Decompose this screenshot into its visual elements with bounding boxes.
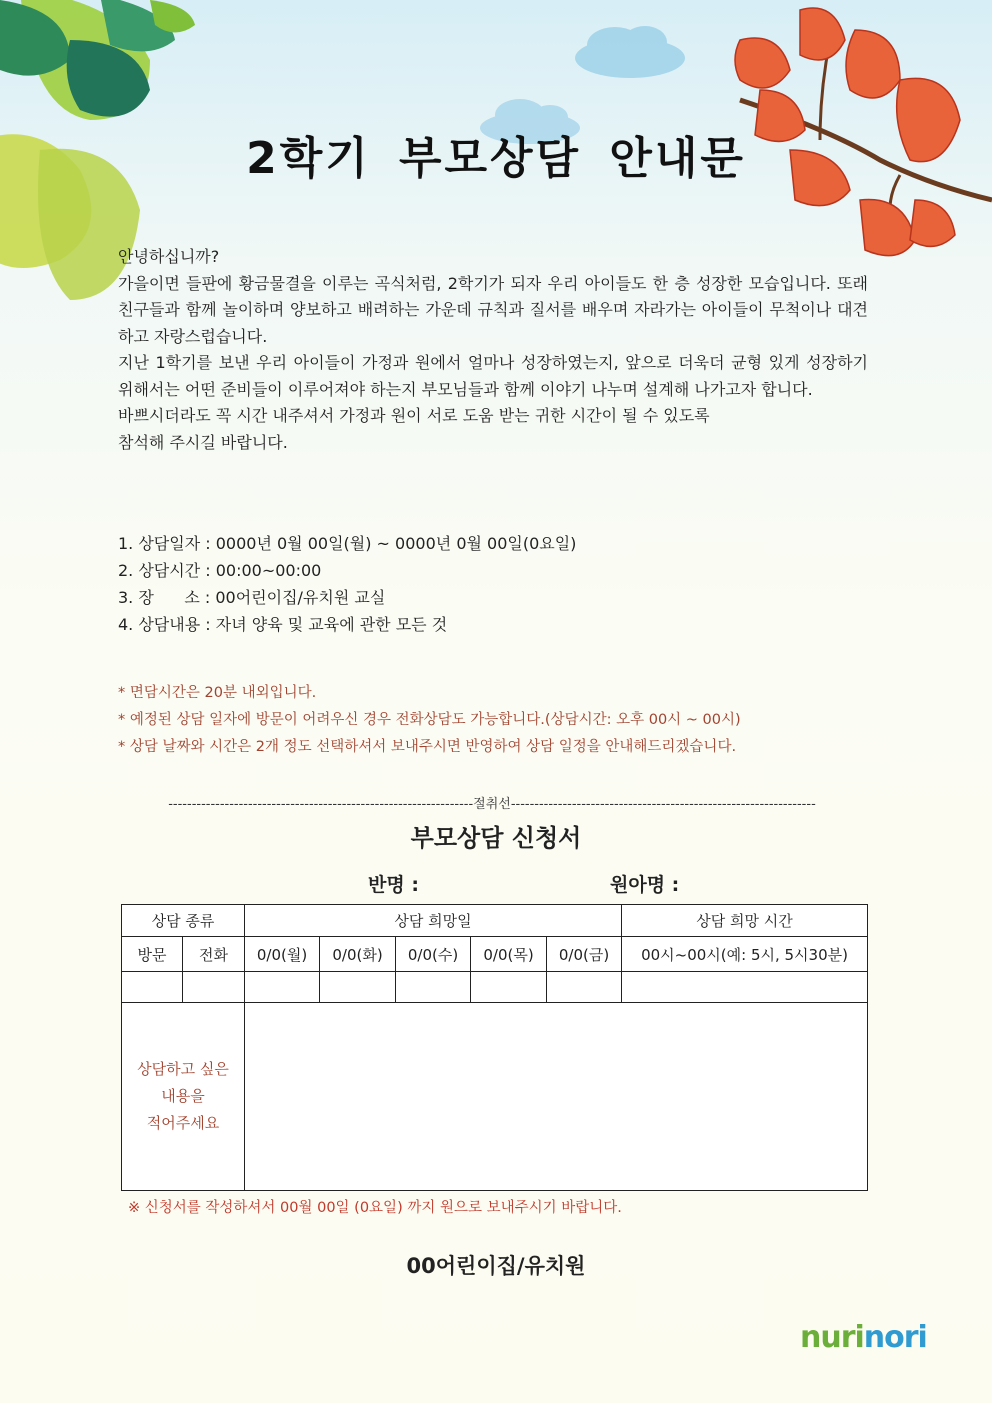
phone-check-cell[interactable]: [183, 972, 245, 1003]
subheader-phone: 전화: [183, 937, 245, 972]
contents-input-area[interactable]: [245, 1003, 868, 1191]
subheader-tue: 0/0(화): [320, 937, 396, 972]
cloud-icon: [575, 26, 685, 78]
intro-paragraph: 바쁘시더라도 꼭 시간 내주셔서 가정과 원이 서로 도움 받는 귀한 시간이 될 수 있도록: [118, 406, 710, 425]
header-time: 상담 희망 시간: [622, 905, 868, 937]
subheader-thu: 0/0(목): [471, 937, 547, 972]
note-item: * 예정된 상담 일자에 방문이 어려우신 경우 전화상담도 가능합니다.(상담시간: 오후 00시 ~ 00시): [118, 712, 741, 728]
intro-paragraph: 참석해 주시길 바랍니다.: [118, 432, 288, 452]
form-title: 부모상담 신청서: [410, 824, 582, 852]
cut-line: -----------------------------------------------------------------절취선-----------------------------------------------------------------: [168, 797, 816, 812]
visit-check-cell[interactable]: [122, 972, 183, 1003]
note-item: * 면담시간은 20분 내외입니다.: [118, 685, 317, 701]
header-date: 상담 희망일: [245, 905, 622, 937]
class-name-label: 반명 :: [368, 874, 419, 896]
subheader-visit: 방문: [122, 937, 183, 972]
child-name-label: 원아명 :: [610, 874, 680, 896]
fri-cell[interactable]: [547, 972, 622, 1003]
subheader-fri: 0/0(금): [547, 937, 622, 972]
subheader-time-example: 00시~00시(예: 5시, 5시30분): [622, 937, 868, 972]
detail-content: 4. 상담내용 : 자녀 양육 및 교육에 관한 모든 것: [118, 615, 448, 634]
wed-cell[interactable]: [396, 972, 471, 1003]
intro-paragraph: 지난 1학기를 보낸 우리 아이들이 가정과 원에서 얼마나 성장하였는지, 앞으로 더욱더 균형 있게 성장하기 위해서는 어떤 준비들이 이루어져야 하는지 부모님들과 함께 이야기 나누며 설계해 나가고자 합니다.: [118, 353, 868, 399]
organization-name: 00어린이집/유치원: [406, 1254, 586, 1278]
submission-footnote: ※ 신청서를 작성하셔서 00월 00일 (0요일) 까지 원으로 보내주시기 바랍니다.: [128, 1200, 622, 1216]
time-cell[interactable]: [622, 972, 868, 1003]
header-type: 상담 종류: [122, 905, 245, 937]
contents-label: 상담하고 싶은 내용을 적어주세요: [122, 1003, 245, 1191]
thu-cell[interactable]: [471, 972, 547, 1003]
greeting: 안녕하십니까?: [118, 247, 220, 266]
notes: [118, 680, 741, 761]
subheader-wed: 0/0(수): [396, 937, 471, 972]
application-table: [121, 904, 868, 1191]
tue-cell[interactable]: [320, 972, 396, 1003]
intro-text: [118, 244, 868, 456]
detail-date: 1. 상담일자 : 0000년 0월 00일(월) ~ 0000년 0월 00일(0요일): [118, 534, 577, 553]
page-title: 2학기 부모상담 안내문: [246, 133, 746, 184]
mon-cell[interactable]: [245, 972, 320, 1003]
intro-paragraph: 가을이면 들판에 황금물결을 이루는 곡식처럼, 2학기가 되자 우리 아이들도 한 층 성장한 모습입니다. 또래 친구들과 함께 놀이하며 양보하고 배려하는 가운데 규칙과 질서를 배우며 자라가는 아이들이 무척이나 대견하고 자랑스럽습니다.: [118, 273, 868, 346]
cut-line-label: 절취선: [473, 797, 511, 812]
detail-place: 3. 장 소 : 00어린이집/유치원 교실: [118, 588, 386, 607]
subheader-mon: 0/0(월): [245, 937, 320, 972]
brand-logo: nurinori: [800, 1320, 927, 1355]
detail-time: 2. 상담시간 : 00:00~00:00: [118, 561, 322, 580]
consultation-details: [118, 530, 576, 638]
note-item: * 상담 날짜와 시간은 2개 정도 선택하셔서 보내주시면 반영하여 상담 일정을 안내해드리겠습니다.: [118, 739, 737, 755]
